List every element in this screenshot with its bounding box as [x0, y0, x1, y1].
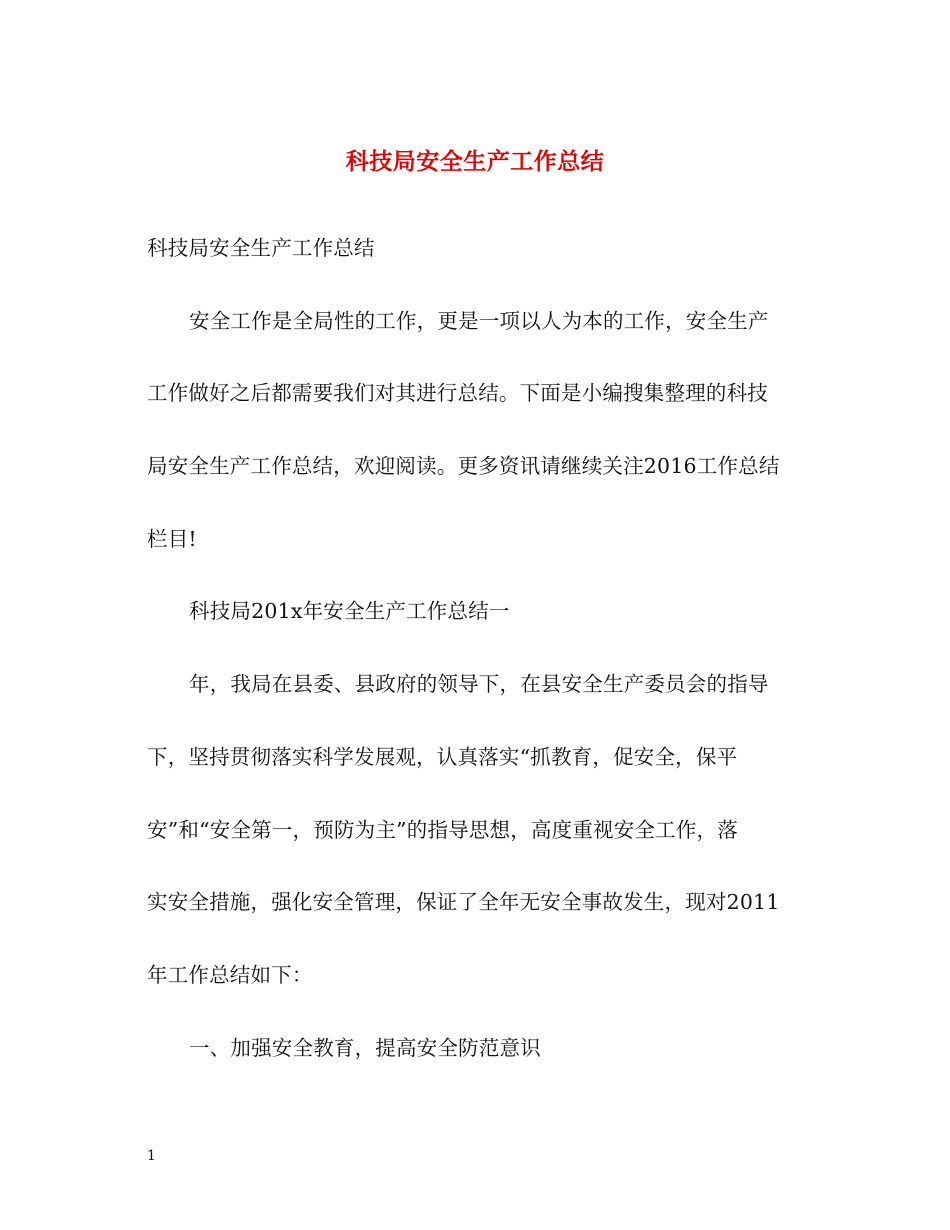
body-line: 安”和“安全第一，预防为主”的指导思想，高度重视安全工作，落 [147, 817, 738, 842]
document-body [147, 228, 807, 1100]
body-line: 科技局安全生产工作总结 [147, 236, 375, 260]
body-line: 局安全生产工作总结，欢迎阅读。更多资讯请继续关注2016工作总结 [147, 454, 780, 479]
body-line: 安全工作是全局性的工作，更是一项以人为本的工作，安全生产 [189, 308, 769, 333]
body-line: 栏目! [147, 526, 197, 551]
body-line: 年，我局在县委、县政府的领导下，在县安全生产委员会的指导 [189, 672, 769, 697]
body-line: 下，坚持贯彻落实科学发展观，认真落实“抓教育，促安全，保平 [147, 744, 738, 769]
body-line: 科技局201x年安全生产工作总结一 [189, 599, 510, 624]
body-line: 实安全措施，强化安全管理，保证了全年无安全事故发生，现对2011 [147, 890, 780, 915]
body-line: 工作做好之后都需要我们对其进行总结。下面是小编搜集整理的科技 [147, 381, 768, 406]
page-number: 1 [147, 1148, 156, 1164]
body-line: 一、加强安全教育，提高安全防范意识 [189, 1035, 541, 1060]
document-title: 科技局安全生产工作总结 [345, 148, 605, 175]
body-line: 年工作总结如下： [147, 962, 313, 987]
